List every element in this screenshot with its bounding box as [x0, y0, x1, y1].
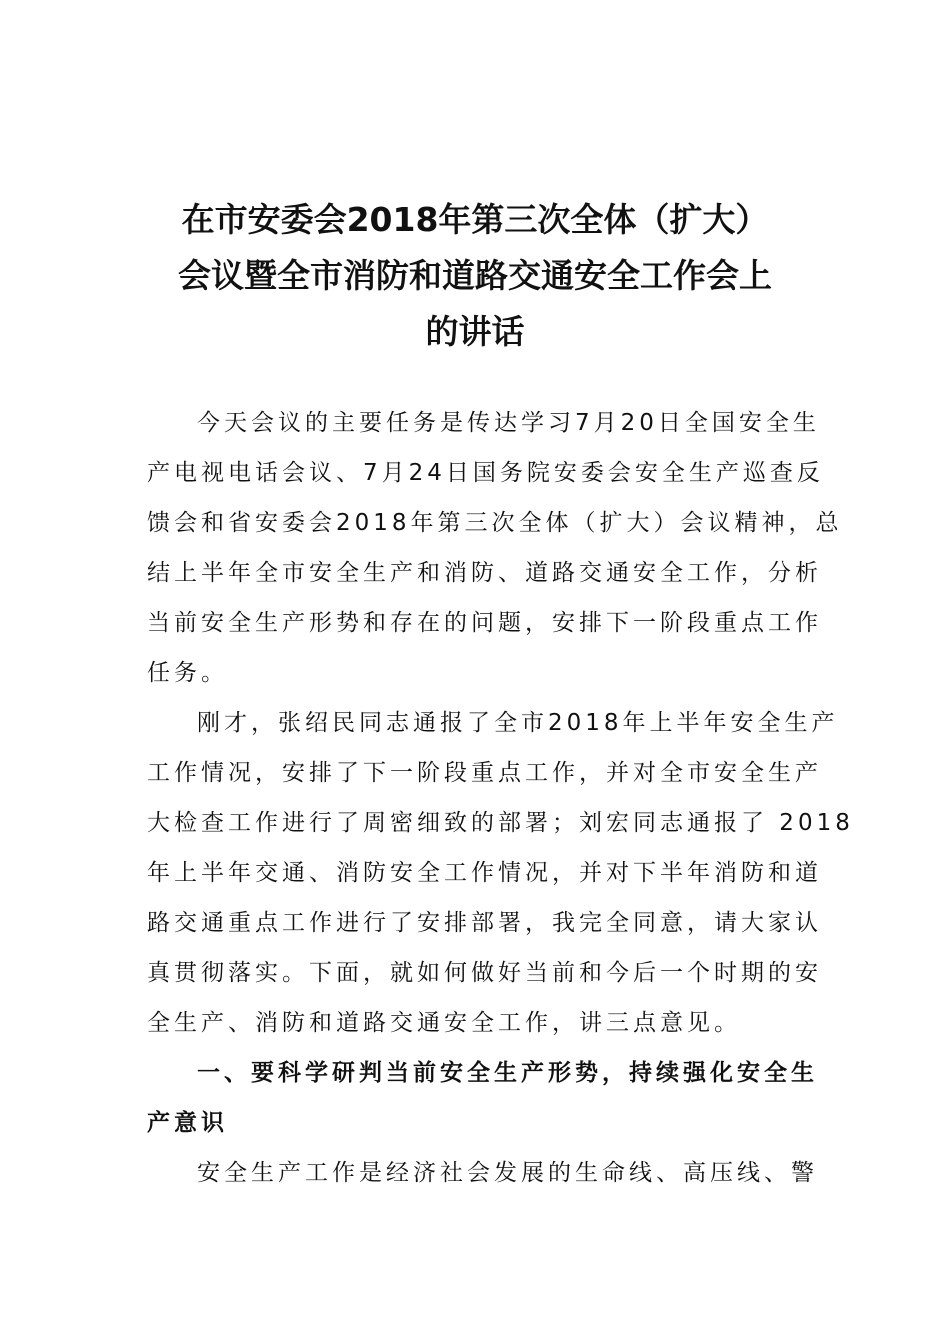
section-heading-1-line-2: 产意识 — [147, 1110, 228, 1136]
paragraph-2-line-7: 全生产、消防和道路交通安全工作，讲三点意见。 — [147, 1010, 741, 1036]
paragraph-1-line-2: 产电视电话会议、7月24日国务院安委会安全生产巡查反 — [147, 460, 824, 486]
title-line-1: 在市安委会2018年第三次全体（扩大） — [181, 200, 769, 239]
paragraph-2-line-4: 年上半年交通、消防安全工作情况，并对下半年消防和道 — [147, 860, 822, 886]
paragraph-1-line-6: 任务。 — [147, 660, 228, 686]
document-body — [147, 398, 854, 1198]
paragraph-3-line-1: 安全生产工作是经济社会发展的生命线、高压线、警 — [197, 1160, 818, 1186]
paragraph-2-line-1: 刚才，张绍民同志通报了全市2018年上半年安全生产 — [197, 710, 839, 736]
paragraph-2-line-3: 大检查工作进行了周密细致的部署；刘宏同志通报了 2018 — [147, 810, 854, 836]
paragraph-1-line-4: 结上半年全市安全生产和消防、道路交通安全工作，分析 — [147, 560, 822, 586]
paragraph-1-line-3: 馈会和省安委会2018年第三次全体（扩大）会议精神，总 — [147, 510, 843, 536]
title-line-3: 的讲话 — [425, 312, 525, 351]
paragraph-1-line-5: 当前安全生产形势和存在的问题，安排下一阶段重点工作 — [147, 610, 822, 636]
paragraph-2-line-5: 路交通重点工作进行了安排部署，我完全同意，请大家认 — [147, 910, 822, 936]
paragraph-2-line-6: 真贯彻落实。下面，就如何做好当前和今后一个时期的安 — [147, 960, 822, 986]
section-heading-1-line-1: 一、要科学研判当前安全生产形势，持续强化安全生 — [197, 1060, 818, 1086]
document-title — [120, 192, 830, 360]
paragraph-2-line-2: 工作情况，安排了下一阶段重点工作，并对全市安全生产 — [147, 760, 822, 786]
title-line-2: 会议暨全市消防和道路交通安全工作会上 — [178, 256, 772, 295]
paragraph-1-line-1: 今天会议的主要任务是传达学习7月20日全国安全生 — [197, 410, 820, 436]
